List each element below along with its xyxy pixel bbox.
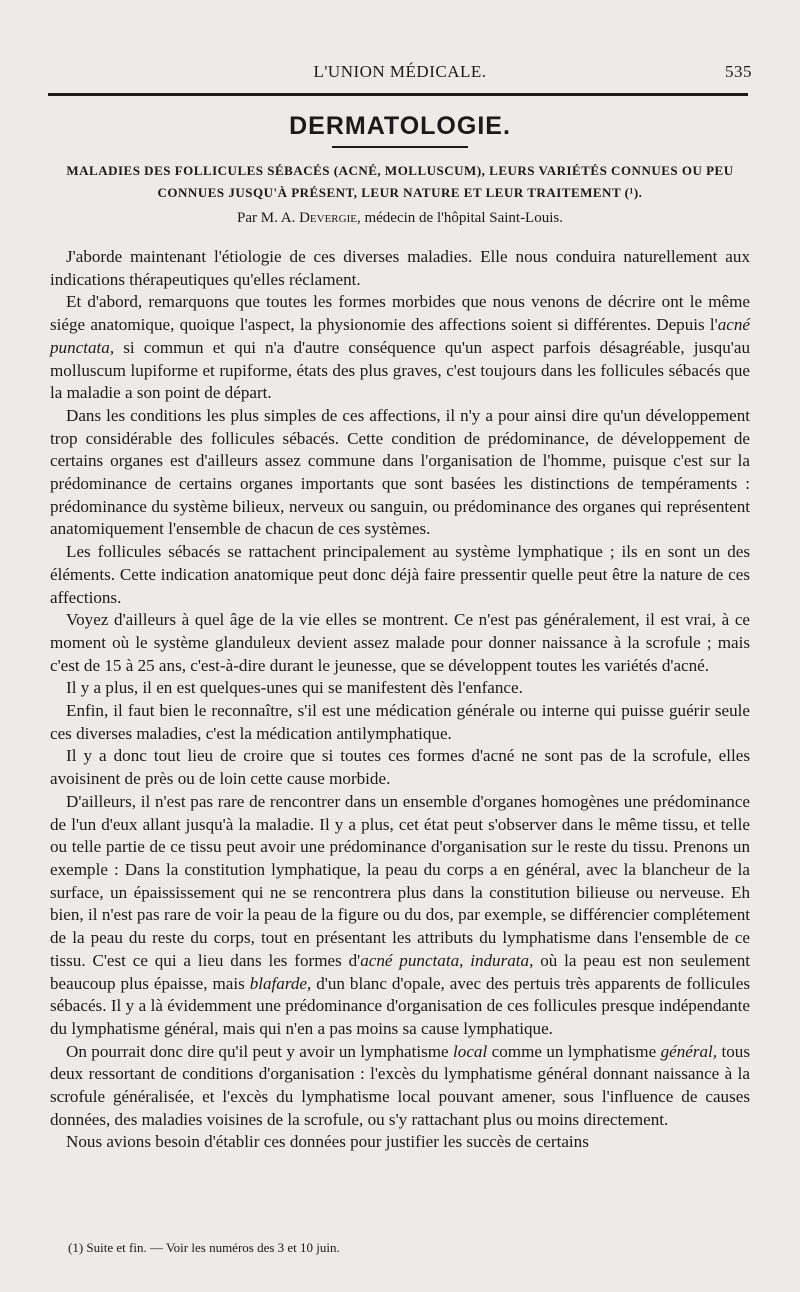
paragraph-text: Il y a donc tout lieu de croire que si toutes ces formes d'acné ne sont pas de la scrofule, elles avoisinent de près ou de loin cette cause morbide. [50,746,750,789]
author-name: Devergie [299,210,357,226]
paragraph-text: Et d'abord, remarquons que toutes les formes morbides que nous venons de décrire ont le même siége anatomique, quoique l'aspect, la physionomie des affections soient si différentes. Depuis l' [50,292,750,335]
article-body [50,246,750,1154]
section-title: DERMATOLOGIE. [289,112,511,140]
section-title-rule [332,146,468,148]
header-rule [48,93,748,96]
paragraph-text: Enfin, il faut bien le reconnaître, s'il est une médication générale ou interne qui puisse guérir seule ces diverses maladies, c'est la médication antilymphatique. [50,701,750,743]
paragraph-text: , si commun et qui n'a d'autre conséquence qu'un aspect parfois désagréable, jusqu'au molluscum lupiforme et rupiforme, états des plus graves, c'est toujours dans les follicules sébacés que la maladie a son point de départ. [50,337,750,403]
paragraph-text: tous deux ressortant de conditions d'organisation : l'excès du lymphatisme général donnant naissance à la scrofule généralisée, et l'excès du lymphatisme local pouvant amener, sous l'influence de causes données, des maladies voisines de la scrofule, ou s'y rattachant plus ou moins directement. [50,1041,750,1129]
italic-term: acné punctata [50,315,750,357]
paragraph-text: Voyez d'ailleurs à quel âge de la vie elles se montrent. Ce n'est pas généralement, il est vrai, à ce moment où le système glanduleux devient assez malade pour donner naissance à la scrofule ; mais c'est de 15 à 25 ans, c'est-à-dire durant le jeunesse, que se développent toutes les variétés d'acné. [50,610,750,675]
paragraph-text: Les follicules sébacés se rattachent principalement au système lymphatique ; ils en sont un des éléments. Cette indication anatomique peut donc déjà faire pressentir quelle peut être la nature de ces affections. [50,542,750,607]
byline-affiliation: , médecin de l'hôpital Saint-Louis. [356,210,563,226]
body-paragraph [50,745,750,790]
article-title: MALADIES DES FOLLICULES SÉBACÉS (ACNÉ, MOLLUSCUM), LEURS VARIÉTÉS CONNUES OU PEU CONNUES JUSQU'À PRÉSENT, LEUR NATURE ET LEUR TRAITEMENT (¹). [66,163,734,200]
footnote: (1) Suite et fin. — Voir les numéros des 3 et 10 juin. [68,1240,340,1255]
byline [0,210,800,227]
body-paragraph [50,1131,750,1154]
italic-term: acné punctata, indurata, [360,950,534,970]
running-head [48,62,752,86]
italic-term: blafarde, [249,973,312,993]
paragraph-text: où la peau est non seulement beaucoup plus épaisse, mais [50,950,750,993]
paragraph-text: J'aborde maintenant l'étiologie de ces diverses maladies. Elle nous conduira naturellement aux indications thérapeutiques qu'elles réclament. [50,247,750,289]
paragraph-text: Il y a plus, il en est quelques-unes qui se manifestent dès l'enfance. [66,678,523,698]
body-paragraph [50,609,750,677]
paragraph-text: d'un blanc d'opale, avec des pertuis très apparents de follicules sébacés. Il y a là évidemment une prédominance d'organisation de ces follicules presque indépendante du lymphatisme général, mais qui n'en a pas moins sa cause lymphatique. [50,973,750,1038]
body-paragraph [50,541,750,609]
body-paragraph [50,405,750,541]
italic-term: local [453,1041,488,1061]
body-paragraph [50,677,750,700]
italic-term: général, [660,1041,718,1061]
page-number: 535 [725,62,752,81]
body-paragraph [50,700,750,745]
byline-prefix: Par M. A. [237,210,296,226]
paragraph-text: D'ailleurs, il n'est pas rare de rencontrer dans un ensemble d'organes homogènes une prédominance de l'un d'eux allant jusqu'à la maladie. Il y a plus, cet état peut s'observer dans le même tissu, et telle ou telle partie de ce tissu peut avoir une prédominance d'organisation sur le reste du tissu. Prenons un exemple : Dans la constitution lymphatique, la peau du corps a en général, avec la blancheur de la surface, un épaississement qui ne se rencontrera plus dans la constitution bilieuse ou nerveuse. Eh bien, il n'est pas rare de voir la peau de la figure ou du dos, par exemple, se différencier complétement de la peau du reste du corps, tout en présentant les attributs du lymphatisme dans l'ensemble de ce tissu. C'est ce qui a lieu dans les formes d' [50,791,750,970]
journal-title: L'UNION MÉDICALE. [313,62,487,81]
body-paragraph [50,791,750,1041]
paragraph-text: On pourrait donc dire qu'il peut y avoir un lymphatisme [66,1041,454,1061]
body-paragraph [50,246,750,291]
body-paragraph [50,1041,750,1132]
paragraph-text: Nous avions besoin d'établir ces données pour justifier les succès de certains [66,1132,589,1152]
paragraph-text: comme un lymphatisme [487,1041,661,1061]
paragraph-text: Dans les conditions les plus simples de ces affections, il n'y a pour ainsi dire qu'un développement trop considérable des follicules sébacés. Cette condition de prédominance, de développement de certains organes est d'ailleurs assez commune dans l'organisation de l'homme, puisque c'est sur la prédominance de certains organes importants que sont basées les distinctions de tempéraments : prédominance du système bilieux, nerveux ou sanguin, ou prédominance des organes qui représentent anatomiquement l'ensemble de chacun de ces systèmes. [50,405,750,539]
body-paragraph [50,291,750,405]
